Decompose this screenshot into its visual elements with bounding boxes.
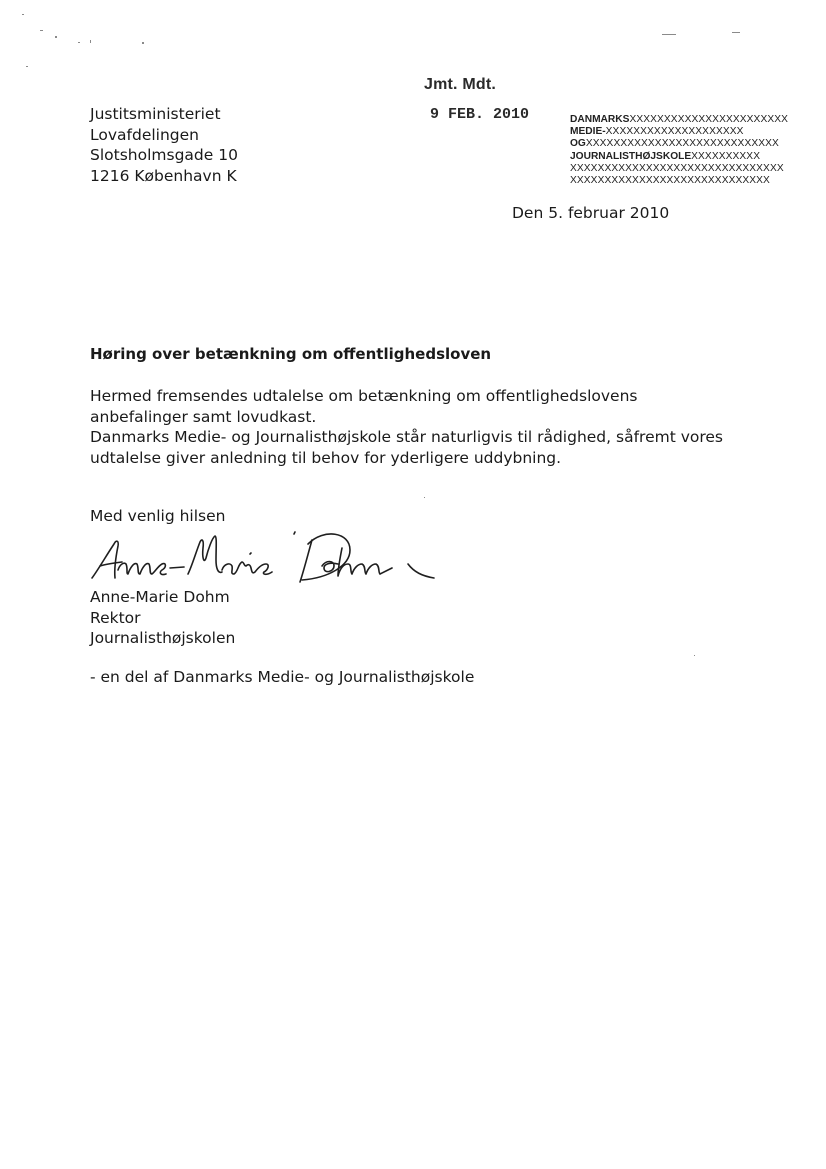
- scan-speck: [55, 36, 57, 38]
- body-line: udtalelse giver anledning til behov for yderligere uddybning.: [90, 448, 562, 467]
- address-line: Justitsministeriet: [90, 105, 221, 123]
- logo-fill: XXXXXXXXXXXXXXXXXXXXXXX: [629, 114, 789, 125]
- address-line: Slotsholmsgade 10: [90, 146, 238, 164]
- scan-speck: [78, 42, 80, 43]
- body-line: Danmarks Medie- og Journalisthøjskole står naturligvis til rådighed, såfremt vores: [90, 428, 724, 446]
- logo-fill: XXXXXXXXXXXXXXXXXXXXXXXXXXXXX: [570, 175, 770, 187]
- letter-subject: Høring over betænkning om offentlighedsloven: [90, 345, 492, 363]
- logo-fill: XXXXXXXXXX: [691, 150, 761, 162]
- scan-speck: [732, 32, 740, 33]
- logo-word: DANMARKS: [570, 114, 630, 125]
- logo-fill: XXXXXXXXXXXXXXXXXXXXXXXXXXXXXXX: [570, 162, 784, 174]
- body-line: Hermed fremsendes udtalelse om betænkning om offentlighedslovens: [90, 387, 638, 405]
- scan-speck: [22, 14, 24, 15]
- logo-word: JOURNALISTHØJSKOLE: [570, 150, 692, 162]
- scan-speck: [694, 655, 695, 656]
- signer-name: Anne-Marie Dohm: [90, 588, 230, 606]
- logo-word: OG: [570, 138, 586, 150]
- signer-institution: Journalisthøjskolen: [90, 629, 236, 647]
- scan-speck: [40, 30, 43, 31]
- institution-logo: [570, 114, 814, 187]
- scan-speck: [142, 42, 144, 44]
- body-line: anbefalinger samt lovudkast.: [90, 407, 317, 426]
- handwritten-signature: [88, 520, 438, 590]
- recipient-address: [90, 104, 238, 186]
- scan-speck: [424, 497, 425, 498]
- address-line: Lovafdelingen: [90, 125, 199, 144]
- letter-body: [90, 386, 723, 468]
- signer-block: [90, 587, 235, 649]
- closing-phrase: Med venlig hilsen: [90, 507, 226, 525]
- logo-fill: XXXXXXXXXXXXXXXXXXXX: [605, 126, 744, 138]
- letter-date: Den 5. februar 2010: [512, 204, 670, 222]
- scan-speck: [26, 66, 28, 67]
- received-stamp-date: 9 FEB. 2010: [430, 106, 530, 123]
- logo-word: MEDIE-: [570, 126, 606, 138]
- signer-title: Rektor: [90, 608, 141, 627]
- address-line: 1216 København K: [90, 166, 237, 185]
- institution-tagline: - en del af Danmarks Medie- og Journalisthøjskole: [90, 668, 475, 686]
- logo-fill: XXXXXXXXXXXXXXXXXXXXXXXXXXXX: [585, 138, 779, 150]
- scan-speck: [662, 34, 676, 35]
- scan-speck: [90, 40, 91, 43]
- received-stamp-office: Jmt. Mdt.: [424, 76, 497, 93]
